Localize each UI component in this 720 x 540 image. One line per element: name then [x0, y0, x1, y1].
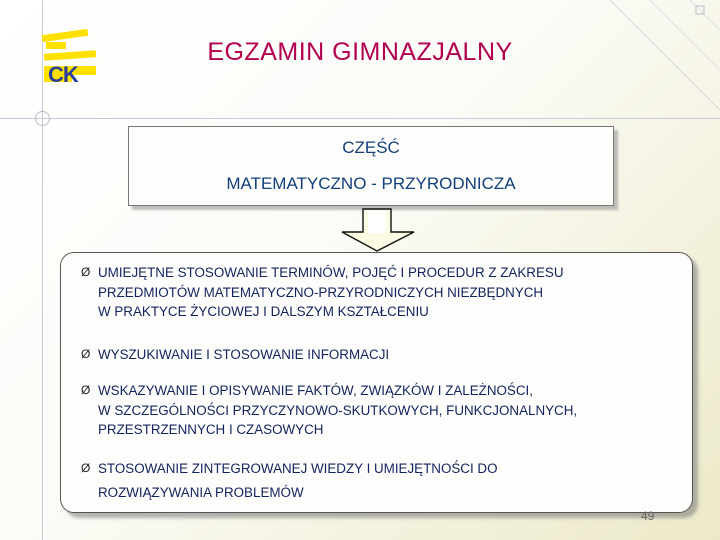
- logo-text: CK: [48, 62, 78, 87]
- list-item: Ø UMIEJĘTNE STOSOWANIE TERMINÓW, POJĘĆ I PROCEDUR Z ZAKRESU PRZEDMIOTÓW MATEMATYCZNO-PRZYRODNICZYCH NIEZBĘDNYCH W PRAKTYCE ŻYCIOWEJ I DALSZYM KSZTAŁCENIU: [81, 265, 564, 319]
- page-title: EGZAMIN GIMNAZJALNY: [207, 38, 513, 66]
- down-arrow-icon: [340, 208, 416, 252]
- guide-circle: [35, 111, 50, 126]
- page-number: 49: [641, 509, 655, 523]
- section-label: CZĘŚĆ: [342, 138, 400, 157]
- section-box: [128, 126, 614, 206]
- section-name: MATEMATYCZNO - PRZYRODNICZA: [226, 174, 516, 193]
- arrow-bullet-icon: Ø: [81, 347, 91, 361]
- arrow-bullet-icon: Ø: [81, 265, 91, 279]
- arrow-bullet-icon: Ø: [81, 383, 91, 397]
- list-item: Ø WSKAZYWANIE I OPISYWANIE FAKTÓW, ZWIĄZKÓW I ZALEŻNOŚCI, W SZCZEGÓLNOŚCI PRZYCZYNOWO-SKUTKOWYCH, FUNKCJONALNYCH, PRZESTRZENNYCH I CZASOWYCH: [81, 383, 578, 437]
- list-item: Ø STOSOWANIE ZINTEGROWANEJ WIEDZY I UMIEJĘTNOŚCI DO ROZWIĄZYWANIA PROBLEMÓW: [81, 461, 498, 500]
- arrow-bullet-icon: Ø: [81, 461, 91, 475]
- corner-decoration: [610, 0, 720, 150]
- skills-list-box: Ø UMIEJĘTNE STOSOWANIE TERMINÓW, POJĘĆ I PROCEDUR Z ZAKRESU PRZEDMIOTÓW MATEMATYCZNO-PRZYRODNICZYCH NIEZBĘDNYCH W PRAKTYCE ŻYCIOWEJ I DALSZYM KSZTAŁCENIU Ø WYSZUKIWANIE I STOSOWANIE INFORMACJI Ø WSKAZYWANIE I OPISYWANIE FAKTÓW, ZWIĄZKÓW I ZALEŻNOŚCI, W SZCZEGÓLNOŚCI PRZYCZYNOWO-SKUTKOWYCH, FUNKCJONALNYCH, PRZESTRZENNYCH I CZASOWYCH Ø STOSOWANIE ZINTEGROWANEJ WIEDZY I UMIEJĘTNOŚCI DO ROZWIĄZYWANIA PROBLEMÓW: [60, 252, 693, 513]
